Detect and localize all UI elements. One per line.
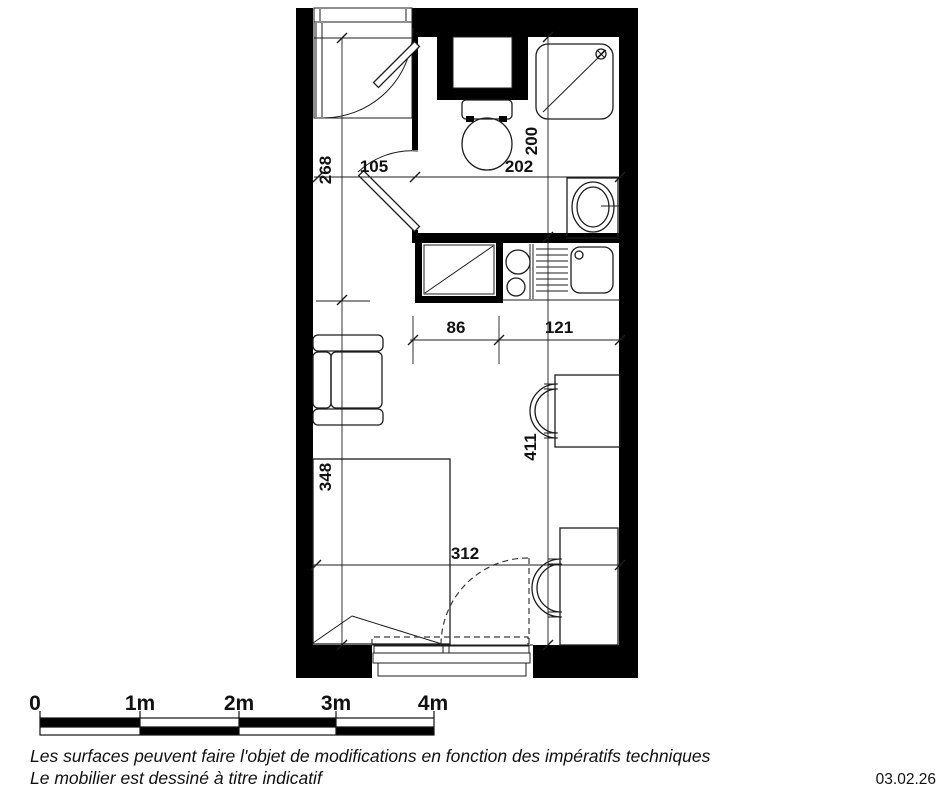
armchair [313, 335, 383, 425]
cabinet-wall-left [415, 243, 422, 303]
dim-label-counter-width: 121 [544, 318, 574, 337]
dimensions [311, 32, 625, 650]
cabinet-wall-bottom [415, 296, 503, 303]
wall-left [296, 8, 313, 678]
toilet-hinge-left [466, 116, 474, 122]
scale-label-3m: 3m [320, 692, 352, 715]
dim-label-room-depth-left: 348 [316, 462, 335, 492]
washbasin [567, 178, 619, 238]
drainer [536, 249, 568, 291]
cabinet-wall-right [496, 243, 503, 303]
dim-label-room-width: 312 [450, 544, 480, 563]
wall-bottom-right [533, 645, 638, 678]
kitchenette [424, 244, 620, 300]
walls [296, 8, 638, 678]
dim-label-bath-width: 202 [504, 157, 534, 176]
dim-label-bath-depth: 200 [522, 126, 541, 156]
shower-drain-icon [596, 49, 606, 59]
niche-wall-bottom [437, 88, 528, 100]
kitchen-sink [571, 247, 613, 293]
balcony-door-swing-arc [441, 558, 528, 645]
window [372, 645, 533, 676]
chair [532, 559, 562, 617]
entrance-door-swing-arc [322, 28, 413, 118]
cooktop [506, 244, 533, 299]
wall-top [412, 8, 638, 37]
table [560, 528, 618, 645]
plan-date: 03.02.26 [875, 771, 936, 788]
wall-right [619, 8, 638, 678]
scale-label-4m: 4m [417, 692, 449, 715]
scale-label-1m: 1m [124, 692, 156, 715]
note-line-1: Les surfaces peuvent faire l'objet de modifications en fonction des impératifs techniques [30, 746, 711, 766]
dim-label-entry-width: 105 [359, 157, 389, 176]
dim-label-room-depth-right: 411 [521, 433, 540, 461]
notes [30, 746, 936, 788]
scale-label-0: 0 [29, 692, 41, 715]
duct-niche [453, 37, 512, 88]
wall-bottom-left [296, 645, 372, 678]
dim-label-entry-depth: 268 [316, 155, 335, 185]
scale-label-2m: 2m [223, 692, 255, 715]
desk-chair [530, 384, 558, 438]
dim-label-cabinet-width: 86 [446, 318, 466, 337]
note-line-2: Le mobilier est dessiné à titre indicatif [30, 768, 322, 788]
entrance-door [322, 28, 419, 118]
scale-bar [29, 692, 448, 735]
sink-drain-icon [575, 251, 583, 259]
desk [555, 375, 620, 447]
bathroom-door-leaf [359, 171, 420, 232]
refrigerator-cabinet [424, 245, 494, 294]
